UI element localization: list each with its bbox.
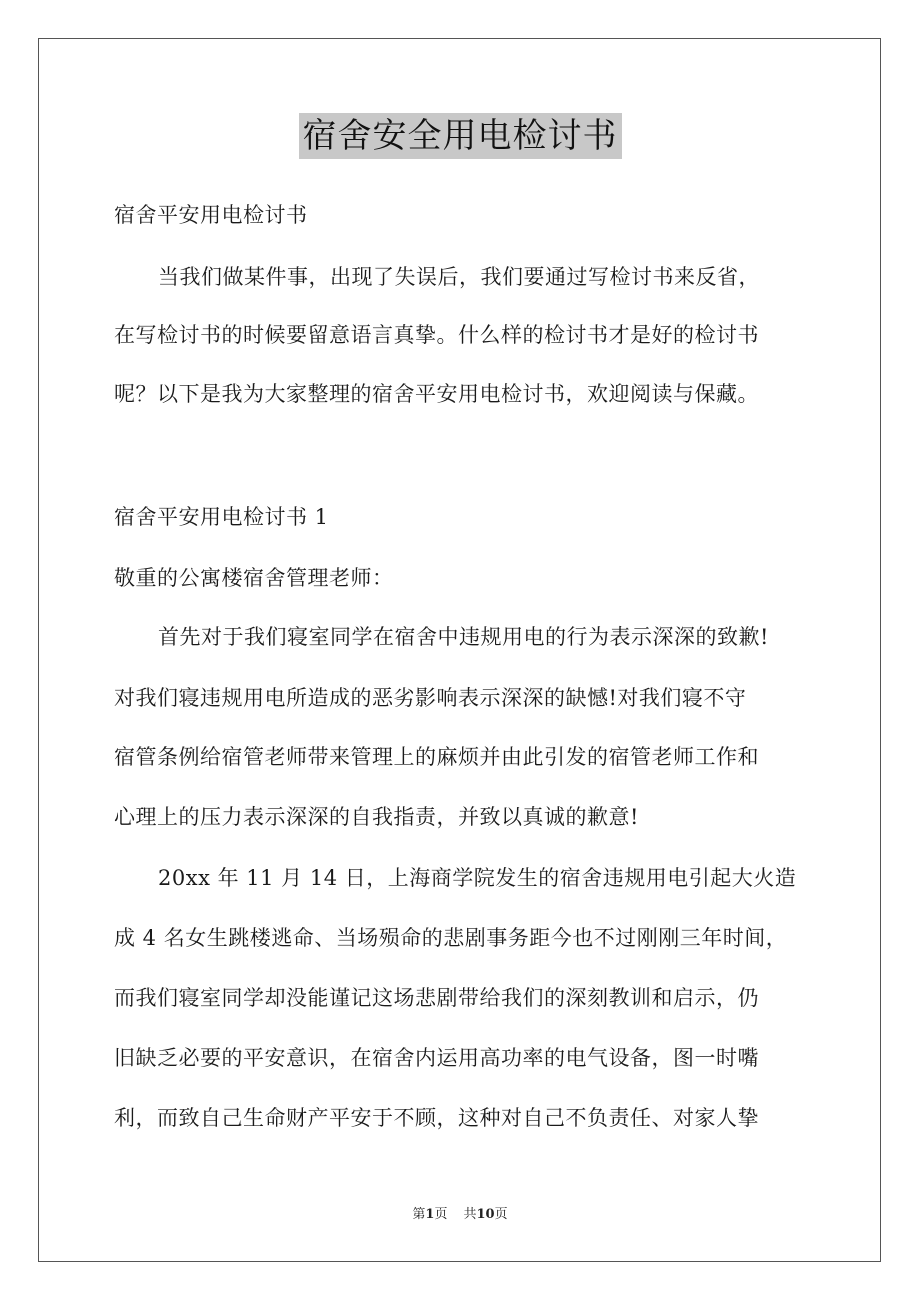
paragraph-line: 而我们寝室同学却没能谨记这场悲剧带给我们的深刻教训和启示，仍 [114,986,759,1010]
title-container [0,113,920,159]
subtitle-line: 宿舍平安用电检讨书 [114,203,308,227]
salutation-line: 敬重的公寓楼宿舍管理老师： [114,566,394,590]
paragraph-line: 心理上的压力表示深深的自我指责，并致以真诚的歉意! [114,805,639,829]
footer-total-prefix: 共 [463,1207,477,1222]
paragraph-line: 在写检讨书的时候要留意语言真挚。什么样的检讨书才是好的检讨书 [114,323,759,347]
paragraph-line: 当我们做某件事，出现了失误后，我们要通过写检讨书来反省， [158,265,760,289]
paragraph-line: 宿管条例给宿管老师带来管理上的麻烦并由此引发的宿管老师工作和 [114,745,759,769]
footer-page-suffix: 页 [434,1207,448,1222]
paragraph-line: 呢？以下是我为大家整理的宿舍平安用电检讨书，欢迎阅读与保藏。 [114,382,759,406]
document-title: 宿舍安全用电检讨书 [299,113,622,159]
footer-page-prefix: 第 [412,1207,426,1222]
paragraph-line: 利，而致自己生命财产平安于不顾，这种对自己不负责任、对家人挚 [114,1106,759,1130]
section-heading: 宿舍平安用电检讨书 1 [114,505,329,529]
footer-page-current: 1 [425,1207,435,1222]
paragraph-line: 对我们寝违规用电所造成的恶劣影响表示深深的缺憾!对我们寝不守 [114,686,747,710]
footer-page-total: 10 [476,1207,495,1222]
paragraph-line: 成 4 名女生跳楼逃命、当场殒命的悲剧事务距今也不过刚刚三年时间， [114,926,788,950]
footer-total-suffix: 页 [494,1207,508,1222]
paragraph-line: 20xx 年 11 月 14 日，上海商学院发生的宿舍违规用电引起大火造 [158,866,797,890]
paragraph-line: 首先对于我们寝室同学在宿舍中违规用电的行为表示深深的致歉! [158,625,769,649]
page-footer [0,1206,920,1224]
paragraph-line: 旧缺乏必要的平安意识，在宿舍内运用高功率的电气设备，图一时嘴 [114,1046,759,1070]
